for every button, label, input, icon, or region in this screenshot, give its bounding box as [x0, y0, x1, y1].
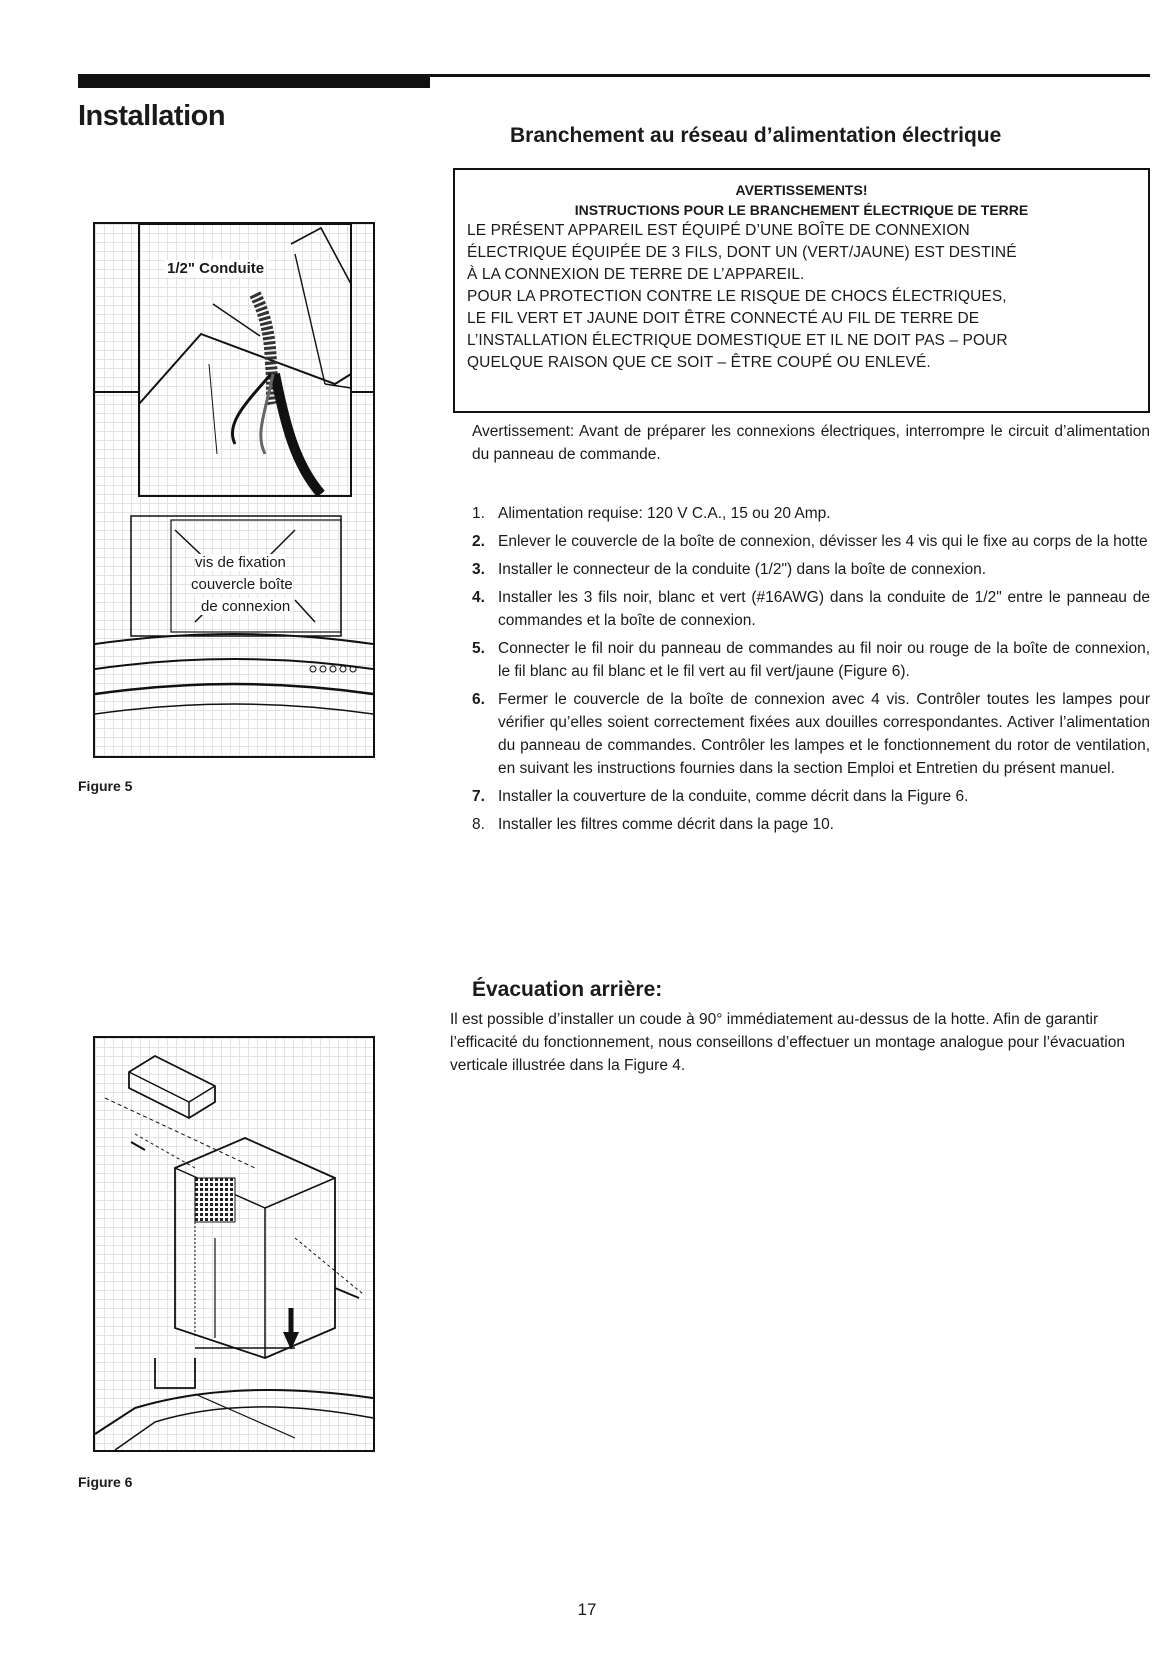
warning-line: LE FIL VERT ET JAUNE DOIT ÊTRE CONNECTÉ AU FIL DE TERRE DE [467, 310, 980, 327]
list-item: 6. Fermer le couvercle de la boîte de connexion avec 4 vis. Contrôler toutes les lampes pour vérifier qu’elles soient correctement fixées aux douilles correspondantes. Activer l’alimentation du panneau de commandes. Contrôler les lampes et le fonctionnement du rotor de ventilation, en suivant les instructions fournies dans la section Emploi et Entretien du présent manuel. [472, 691, 1150, 777]
warning-subheading: INSTRUCTIONS POUR LE BRANCHEMENT ÉLECTRIQUE DE TERRE [574, 202, 1029, 218]
list-item: 2. Enlever le couvercle de la boîte de connexion, dévisser les 4 vis qui le fixe au corps de la hotte [472, 533, 1148, 550]
section-heading-rear: Évacuation arrière: [472, 978, 663, 1001]
section-heading-power: Branchement au réseau d’alimentation électrique [510, 124, 1002, 147]
figure-6-illustration [95, 1038, 373, 1450]
warning-line: POUR LA PROTECTION CONTRE LE RISQUE DE CHOCS ÉLECTRIQUES, [467, 288, 1007, 305]
warning-line: À LA CONNEXION DE TERRE DE L’APPAREIL. [467, 266, 805, 283]
figure-5-screw-label-1: vis de fixation [195, 554, 286, 571]
list-item: 1. Alimentation requise: 120 V C.A., 15 ou 20 Amp. [472, 505, 831, 522]
warning-box [453, 168, 1150, 413]
list-item: 8. Installer les filtres comme décrit dans la page 10. [472, 816, 834, 833]
figure-5 [93, 222, 375, 758]
warning-line: L’INSTALLATION ÉLECTRIQUE DOMESTIQUE ET IL NE DOIT PAS – POUR [467, 332, 1008, 349]
figure-6 [93, 1036, 375, 1452]
rear-evacuation-text: Il est possible d’installer un coude à 90° immédiatement au-dessus de la hotte. Afin de garantir l’efficacité du fonctionnement, nous conseillons d’effectuer un montage analogue pour l’évacuation verticale illustrée dans la Figure 4. [450, 1011, 1125, 1074]
list-item: 5. Connecter le fil noir du panneau de commandes au fil noir ou rouge de la boîte de connexion, le fil blanc au fil blanc et le fil vert au fil vert/jaune (Figure 6). [472, 640, 1150, 680]
figure-5-conduit-label: 1/2" Conduite [167, 260, 265, 277]
page-number: 17 [577, 1600, 597, 1619]
warning-line: ÉLECTRIQUE ÉQUIPÉE DE 3 FILS, DONT UN (VERT/JAUNE) EST DESTINÉ [467, 244, 1017, 261]
header-rule-bar [78, 74, 430, 88]
figure-5-screw-label-2: couvercle boîte [191, 576, 293, 593]
warning-note: Avertissement: Avant de préparer les connexions électriques, interrompre le circuit d’alimentation du panneau de commande. [472, 423, 1150, 463]
warning-line: QUELQUE RAISON QUE CE SOIT – ÊTRE COUPÉ OU ENLEVÉ. [467, 354, 931, 371]
warning-line: LE PRÉSENT APPAREIL EST ÉQUIPÉ D’UNE BOÎTE DE CONNEXION [467, 222, 970, 239]
figure-5-screw-label-3: de connexion [201, 598, 291, 615]
list-item: 7. Installer la couverture de la conduite, comme décrit dans la Figure 6. [472, 788, 969, 805]
figure-5-illustration [95, 224, 373, 756]
list-item: 3. Installer le connecteur de la conduite (1/2") dans la boîte de connexion. [472, 561, 987, 578]
figure-5-caption: Figure 5 [78, 778, 133, 794]
warning-heading: AVERTISSEMENTS! [735, 182, 868, 198]
list-item: 4. Installer les 3 fils noir, blanc et vert (#16AWG) dans la conduite de 1/2" entre le panneau de commandes et la boîte de connexion. [472, 589, 1150, 629]
page-title: Installation [78, 100, 226, 132]
figure-6-caption: Figure 6 [78, 1474, 133, 1490]
steps-list [472, 502, 1150, 841]
